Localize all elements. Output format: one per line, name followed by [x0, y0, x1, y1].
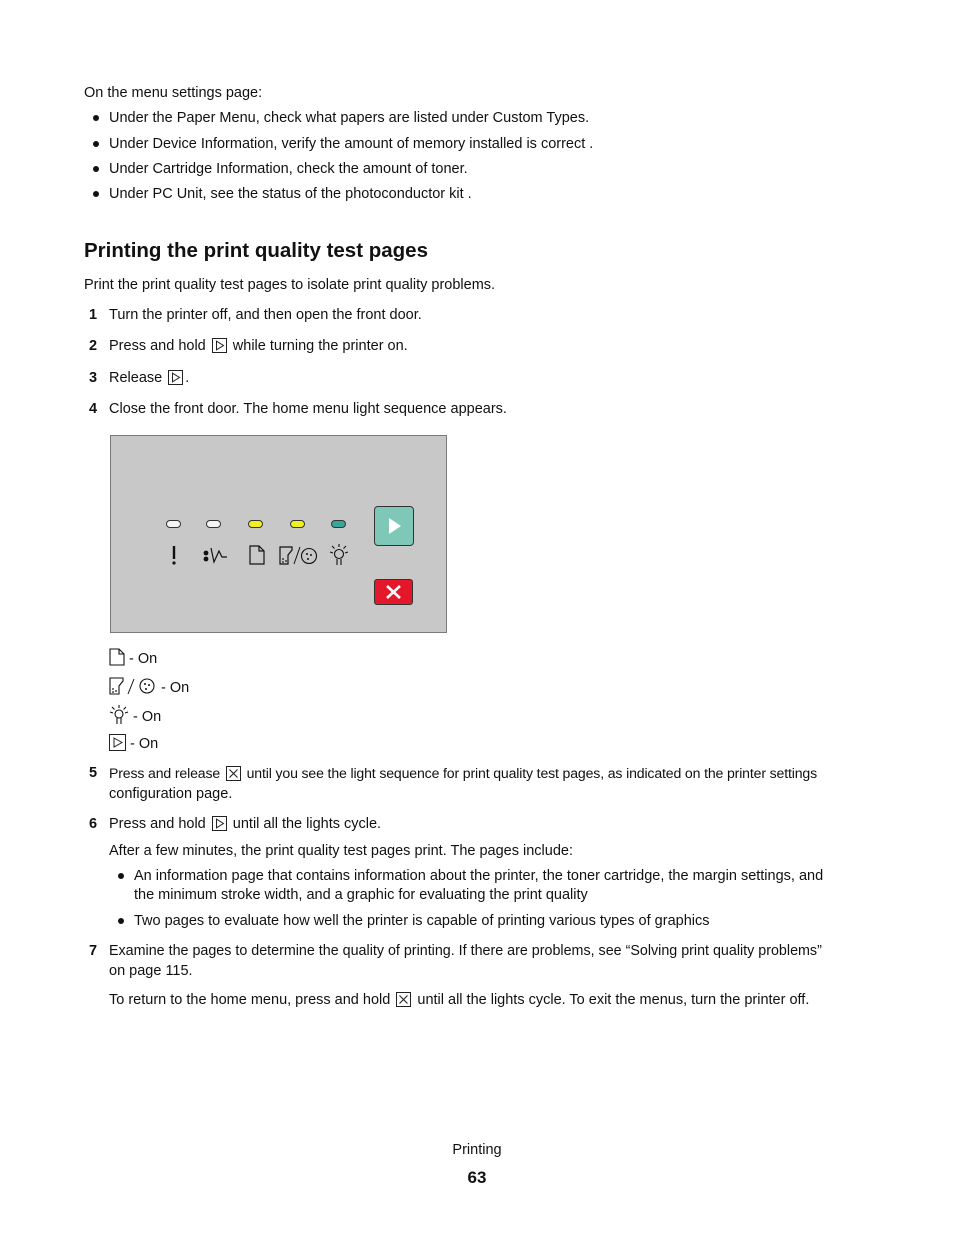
error-led [166, 520, 181, 528]
error-icon [166, 544, 182, 566]
step-text-post: . [185, 370, 190, 386]
stop-key-icon [396, 992, 411, 1007]
list-item: Under Cartridge Information, check the amount of toner. [109, 161, 468, 177]
load-paper-icon [109, 648, 125, 666]
intro-text: On the menu settings page: [84, 85, 263, 101]
step-text [109, 765, 817, 781]
step-text: Examine the pages to determine the quality of printing. If there are problems, see “Solving print quality problems” [109, 943, 822, 959]
list-item: Under Device Information, verify the amount of memory installed is correct . [109, 136, 594, 152]
step-note [109, 992, 809, 1008]
bullet-dot [118, 918, 124, 924]
ready-icon [109, 705, 129, 725]
close-icon [375, 580, 412, 604]
step-text-continued: configuration page. [109, 786, 233, 802]
step-text-post: until all the lights cycle. To exit the menus, turn the printer off. [417, 992, 810, 1008]
paper-jam-icon [201, 544, 229, 566]
play-icon [375, 507, 413, 545]
step-number: 4 [89, 401, 98, 417]
step-text-pre: Press and hold [109, 816, 206, 832]
toner-photoconductor-icon [278, 544, 318, 566]
load-paper-led [248, 520, 263, 528]
go-key-icon [212, 338, 227, 353]
step-text-pre: Press and hold [109, 338, 206, 354]
toner-led [290, 520, 305, 528]
legend-label: - On [161, 680, 190, 696]
section-heading: Printing the print quality test pages [84, 239, 428, 262]
ready-icon [328, 543, 350, 567]
legend-item-ready [109, 705, 161, 725]
step-text-continued: on page 115. [109, 963, 193, 979]
step-text: Close the front door. The home menu light sequence appears. [109, 401, 507, 417]
step-number: 5 [89, 765, 98, 781]
list-item: Two pages to evaluate how well the printer is capable of printing various types of graphics [134, 913, 710, 929]
legend-item-load-paper [109, 648, 157, 667]
legend-label: - On [129, 651, 158, 667]
bullet-dot [93, 141, 99, 147]
page-number: 63 [467, 1168, 487, 1187]
step-text-pre: Press and release [109, 765, 221, 781]
step-text-pre: Release [109, 370, 163, 386]
step-text-post: while turning the printer on. [232, 338, 408, 354]
bullet-dot [93, 166, 99, 172]
step-text [109, 338, 408, 354]
footer-section: Printing [452, 1142, 502, 1158]
legend-label: - On [130, 736, 159, 752]
go-key-icon [168, 370, 183, 385]
step-note: After a few minutes, the print quality test pages print. The pages include: [109, 843, 573, 859]
list-item-continued: the minimum stroke width, and a graphic for evaluating the print quality [134, 887, 588, 903]
stop-button [374, 579, 413, 605]
printer-control-panel [110, 435, 447, 633]
paper-jam-led [206, 520, 221, 528]
step-text: Turn the printer off, and then open the front door. [109, 307, 422, 323]
step-text-post: until you see the light sequence for print quality test pages, as indicated on the printer settings [246, 765, 818, 781]
step-number: 6 [89, 816, 98, 832]
go-key-icon [109, 734, 126, 751]
go-key-icon [212, 816, 227, 831]
stop-key-icon [226, 766, 241, 781]
bullet-dot [93, 115, 99, 121]
step-number: 3 [89, 370, 98, 386]
step-text [109, 816, 381, 832]
list-item: Under PC Unit, see the status of the photoconductor kit . [109, 186, 472, 202]
legend-item-go [109, 734, 158, 752]
step-text [109, 370, 189, 386]
bullet-dot [93, 191, 99, 197]
legend-item-toner [109, 677, 189, 696]
section-lead: Print the print quality test pages to isolate print quality problems. [84, 277, 496, 293]
step-text-post: until all the lights cycle. [232, 816, 382, 832]
step-text-pre: To return to the home menu, press and hold [109, 992, 391, 1008]
ready-led [331, 520, 346, 528]
list-item: An information page that contains information about the printer, the toner cartridge, the margin settings, and [134, 868, 824, 884]
step-number: 1 [89, 307, 98, 323]
legend-label: - On [133, 709, 162, 725]
list-item: Under the Paper Menu, check what papers are listed under Custom Types. [109, 110, 590, 126]
bullet-dot [118, 873, 124, 879]
step-number: 2 [89, 338, 98, 354]
load-paper-icon [248, 544, 266, 566]
step-number: 7 [89, 943, 98, 959]
toner-photoconductor-icon [109, 677, 157, 695]
go-button [374, 506, 414, 546]
